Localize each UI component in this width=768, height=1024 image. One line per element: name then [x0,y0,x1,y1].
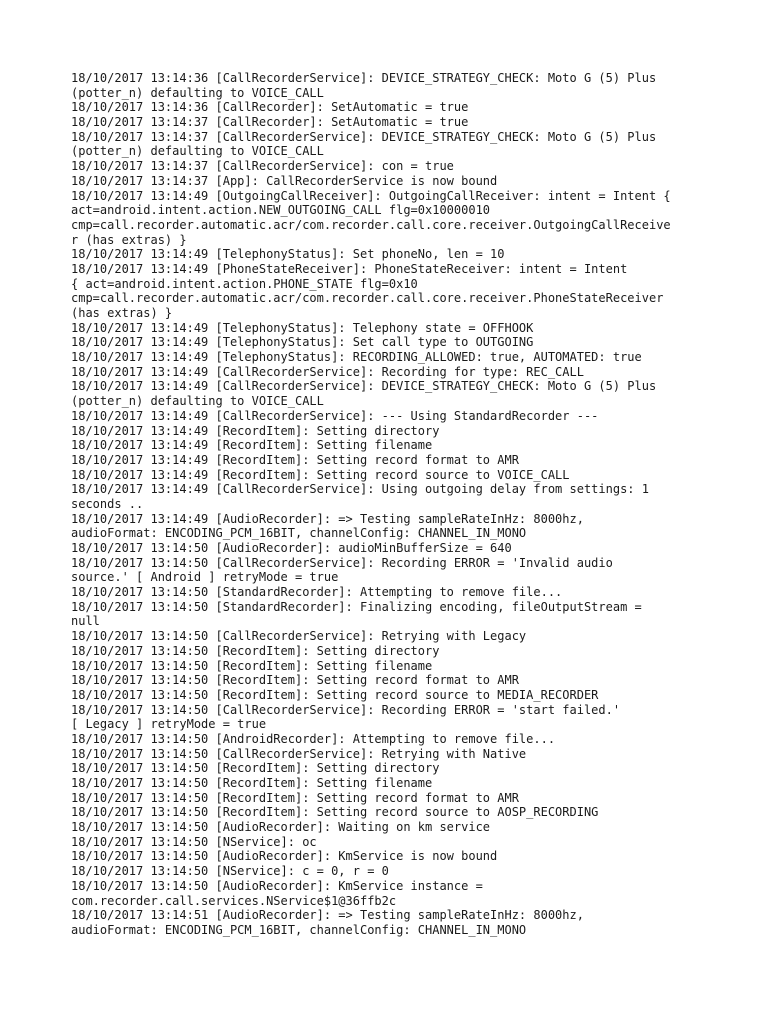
log-line: 18/10/2017 13:14:49 [CallRecorderService]: Using outgoing delay from settings: 1 [71,482,649,497]
log-line: 18/10/2017 13:14:49 [OutgoingCallReceiver]: OutgoingCallReceiver: intent = Intent { [71,188,671,203]
log-line: 18/10/2017 13:14:50 [RecordItem]: Setting filename [71,776,433,790]
log-line: 18/10/2017 13:14:50 [CallRecorderService]: Recording ERROR = 'start failed.' [71,702,621,717]
log-line: act=android.intent.action.NEW_OUTGOING_CALL flg=0x10000010 [71,203,491,218]
log-line: source.' [ Android ] retryMode = true [71,570,339,585]
log-line: 18/10/2017 13:14:50 [NService]: oc [71,834,317,849]
log-line: (potter_n) defaulting to VOICE_CALL [71,144,324,159]
log-line: seconds .. [71,496,144,511]
log-line: 18/10/2017 13:14:49 [TelephonyStatus]: Set call type to OUTGOING [71,335,534,350]
log-line: 18/10/2017 13:14:50 [RecordItem]: Setting record source to MEDIA_RECORDER [71,687,599,702]
log-line: com.recorder.call.services.NService$1@36ffb2c [71,893,397,908]
log-line: 18/10/2017 13:14:37 [CallRecorderService]: con = true [71,159,454,174]
log-line: 18/10/2017 13:14:50 [RecordItem]: Setting record source to AOSP_RECORDING [71,805,599,820]
log-line: cmp=call.recorder.automatic.acr/com.recorder.call.core.receiver.OutgoingCallReceive [71,217,671,232]
log-line: 18/10/2017 13:14:49 [TelephonyStatus]: Telephony state = OFFHOOK [71,320,534,335]
log-line: cmp=call.recorder.automatic.acr/com.recorder.call.core.receiver.PhoneStateReceiver [71,291,664,306]
log-line: audioFormat: ENCODING_PCM_16BIT, channelConfig: CHANNEL_IN_MONO [71,526,527,541]
log-line: 18/10/2017 13:14:50 [AudioRecorder]: audioMinBufferSize = 640 [71,541,512,555]
log-line: 18/10/2017 13:14:49 [RecordItem]: Setting record source to VOICE_CALL [71,467,570,482]
log-line: 18/10/2017 13:14:49 [CallRecorderService]: Recording for type: REC_CALL [71,364,584,379]
log-line: 18/10/2017 13:14:50 [RecordItem]: Setting record format to AMR [71,790,519,805]
log-line: 18/10/2017 13:14:50 [AudioRecorder]: KmService is now bound [71,849,498,864]
log-line: 18/10/2017 13:14:37 [CallRecorder]: SetAutomatic = true [71,115,469,130]
log-line: 18/10/2017 13:14:50 [AudioRecorder]: KmService instance = [71,878,483,893]
log-line: 18/10/2017 13:14:49 [PhoneStateReceiver]: PhoneStateReceiver: intent = Intent [71,261,628,276]
log-line: 18/10/2017 13:14:49 [TelephonyStatus]: RECORDING_ALLOWED: true, AUTOMATED: true [71,350,642,365]
log-line: 18/10/2017 13:14:49 [TelephonyStatus]: Set phoneNo, len = 10 [71,247,505,262]
log-line: 18/10/2017 13:14:49 [AudioRecorder]: => Testing sampleRateInHz: 8000hz, [71,511,584,526]
log-line: 18/10/2017 13:14:49 [CallRecorderService]: --- Using StandardRecorder --- [71,408,599,423]
log-line: 18/10/2017 13:14:49 [CallRecorderService]: DEVICE_STRATEGY_CHECK: Moto G (5) Plus [71,379,657,394]
log-line: 18/10/2017 13:14:50 [StandardRecorder]: Finalizing encoding, fileOutputStream = [71,599,642,614]
log-line: 18/10/2017 13:14:37 [CallRecorderService]: DEVICE_STRATEGY_CHECK: Moto G (5) Plus [71,129,657,144]
log-line: [ Legacy ] retryMode = true [71,717,267,732]
log-line: 18/10/2017 13:14:50 [RecordItem]: Setting filename [71,658,433,673]
log-line: 18/10/2017 13:14:36 [CallRecorderService]: DEVICE_STRATEGY_CHECK: Moto G (5) Plus [71,71,657,85]
log-line: (has extras) } [71,306,173,320]
log-line: 18/10/2017 13:14:50 [CallRecorderService]: Retrying with Native [71,746,527,761]
log-line: (potter_n) defaulting to VOICE_CALL [71,85,324,100]
log-line: 18/10/2017 13:14:49 [RecordItem]: Setting filename [71,438,433,453]
log-line: 18/10/2017 13:14:50 [RecordItem]: Setting directory [71,643,440,658]
log-line: 18/10/2017 13:14:36 [CallRecorder]: SetAutomatic = true [71,100,469,115]
log-line: { act=android.intent.action.PHONE_STATE flg=0x10 [71,276,418,291]
log-text [71,71,711,938]
log-line: 18/10/2017 13:14:50 [RecordItem]: Setting directory [71,761,440,776]
log-line: r (has extras) } [71,232,187,247]
log-line: 18/10/2017 13:14:50 [CallRecorderService]: Recording ERROR = 'Invalid audio [71,555,613,570]
log-line: 18/10/2017 13:14:49 [RecordItem]: Setting directory [71,423,440,438]
log-line: 18/10/2017 13:14:50 [RecordItem]: Setting record format to AMR [71,673,519,688]
log-line: audioFormat: ENCODING_PCM_16BIT, channelConfig: CHANNEL_IN_MONO [71,922,527,937]
log-line: 18/10/2017 13:14:37 [App]: CallRecorderService is now bound [71,173,498,188]
log-line: 18/10/2017 13:14:50 [AudioRecorder]: Waiting on km service [71,820,491,835]
log-line: 18/10/2017 13:14:50 [NService]: c = 0, r = 0 [71,864,389,879]
log-line: 18/10/2017 13:14:50 [AndroidRecorder]: Attempting to remove file... [71,731,556,746]
log-line: 18/10/2017 13:14:51 [AudioRecorder]: => Testing sampleRateInHz: 8000hz, [71,908,584,923]
log-line: 18/10/2017 13:14:50 [StandardRecorder]: Attempting to remove file... [71,585,563,600]
log-line: null [71,614,100,629]
log-line: 18/10/2017 13:14:49 [RecordItem]: Setting record format to AMR [71,452,519,467]
log-line: 18/10/2017 13:14:50 [CallRecorderService]: Retrying with Legacy [71,629,527,644]
log-line: (potter_n) defaulting to VOICE_CALL [71,394,324,409]
